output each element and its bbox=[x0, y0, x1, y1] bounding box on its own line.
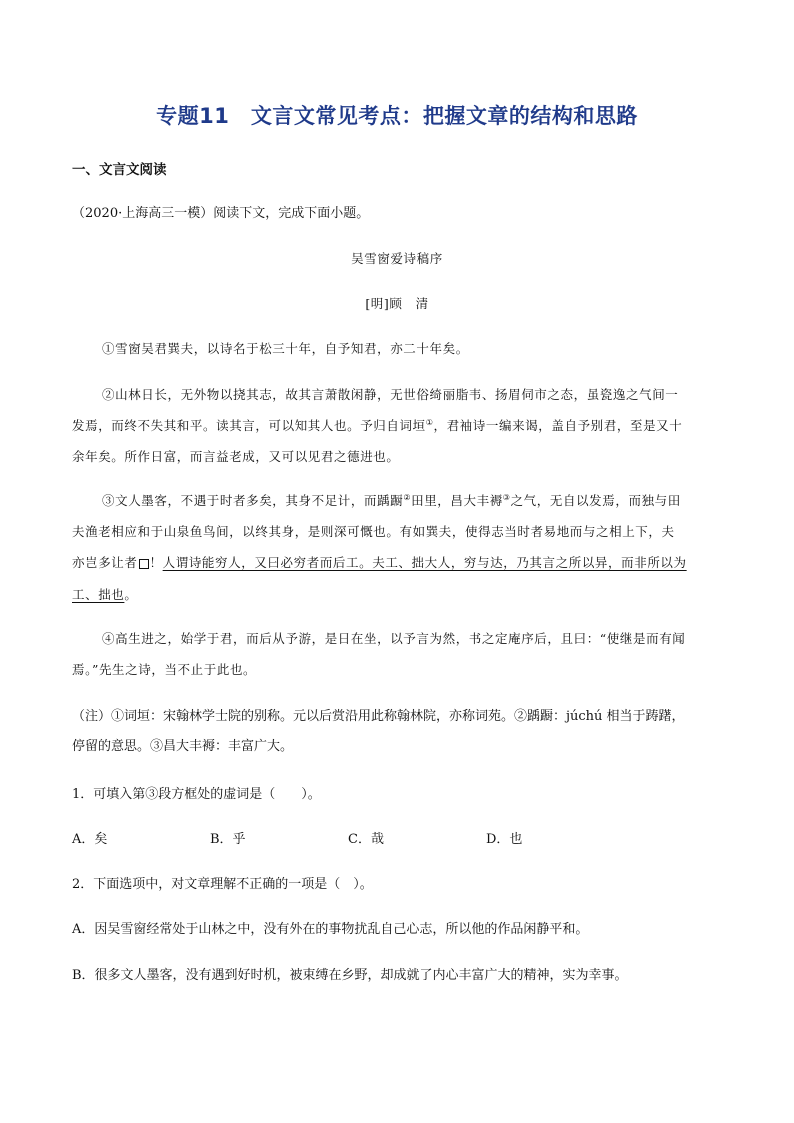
passage-author: [明]顾 清 bbox=[365, 296, 429, 311]
paragraph-2-line-1: ②山林日长，无外物以挠其志，故其言萧散闲静，无世俗绮丽脂韦、扬眉伺市之态，虽瓷逸之气间一 bbox=[102, 387, 679, 402]
footnote-marker: ① bbox=[425, 417, 434, 427]
q1-option-b[interactable]: B．乎 bbox=[210, 832, 246, 847]
text-segment: 亦岂多让者 bbox=[72, 555, 138, 570]
section-heading: 一、文言文阅读 bbox=[72, 162, 167, 178]
text-segment: 发焉，而终不失其和平。读其言，可以知其人也。予归自词垣 bbox=[72, 418, 426, 433]
underlined-sentence: 工、拙也 bbox=[72, 587, 125, 602]
paragraph-4-line-2: 焉。”先生之诗，当不止于此也。 bbox=[72, 662, 257, 677]
footnote-marker: ② bbox=[403, 492, 412, 502]
text-segment: ，君袖诗一编来谒，盖自予别君，至是又十 bbox=[433, 418, 683, 433]
passage-title: 吴雪窗爱诗稿序 bbox=[351, 251, 443, 266]
text-segment: 之气，无自以发焉，而独与田 bbox=[510, 493, 681, 508]
paragraph-3-line-4 bbox=[72, 585, 722, 605]
q1-option-d[interactable]: D．也 bbox=[486, 832, 523, 847]
paragraph-4-line-1: ④高生进之，始学于君，而后从予游，是日在坐，以予言为然，书之定庵序后，且曰：“使继是而有闻 bbox=[102, 631, 686, 646]
paragraph-2-line-2 bbox=[72, 416, 722, 436]
text-segment: 田里，昌大丰褥 bbox=[411, 493, 503, 508]
paragraph-3-line-1 bbox=[102, 491, 752, 511]
paragraph-3-line-2: 夫渔老相应和于山泉鱼鸟间，以终其身，是则深可慨也。有如巽夫，使得志当时者易地而与之相上下，夫 bbox=[72, 524, 675, 539]
paragraph-1: ①雪窗吴君巽夫，以诗名于松三十年，自予知君，亦二十年矣。 bbox=[102, 341, 469, 356]
intro-text: （2020·上海高三一模）阅读下文，完成下面小题。 bbox=[72, 206, 370, 221]
question-2: 2．下面选项中，对文章理解不正确的一项是（ ）。 bbox=[72, 877, 373, 892]
footnote-marker: ③ bbox=[502, 492, 511, 502]
paragraph-2-line-3: 余年矣。所作日富，而言益老成，又可以见君之德进也。 bbox=[72, 449, 400, 464]
paragraph-3-line-3 bbox=[72, 553, 722, 573]
notes-line-2: 停留的意思。③昌大丰褥：丰富广大。 bbox=[72, 739, 294, 754]
notes-line-1: （注）①词垣：宋翰林学士院的别称。元以后赏沿用此称翰林院，亦称词苑。②踽蹰：júchú 相当于踌躇， bbox=[72, 709, 685, 724]
q2-option-a[interactable]: A．因吴雪窗经常处于山林之中，没有外在的事物扰乱自己心志，所以他的作品闲静平和。 bbox=[72, 922, 589, 937]
blank-box bbox=[139, 559, 149, 569]
q2-option-b[interactable]: B．很多文人墨客，没有遇到好时机，被束缚在乡野，却成就了内心丰富广大的精神，实为幸事。 bbox=[72, 968, 628, 983]
question-1: 1．可填入第③段方框处的虚词是（ ）。 bbox=[72, 787, 321, 802]
text-segment: ③文人墨客，不遇于时者多矣，其身不足计，而踽蹰 bbox=[102, 493, 404, 508]
text-segment: 。 bbox=[124, 587, 138, 602]
q1-option-c[interactable]: C．哉 bbox=[348, 832, 384, 847]
underlined-sentence: 人谓诗能穷人，又曰必穷者而后工。夫工、拙大人，穷与达，乃其言之所以异，而非所以为 bbox=[162, 555, 687, 570]
page-title: 专题11 文言文常见考点：把握文章的结构和思路 bbox=[156, 104, 638, 128]
q1-option-a[interactable]: A．矣 bbox=[72, 832, 108, 847]
text-segment: ！ bbox=[149, 555, 163, 570]
